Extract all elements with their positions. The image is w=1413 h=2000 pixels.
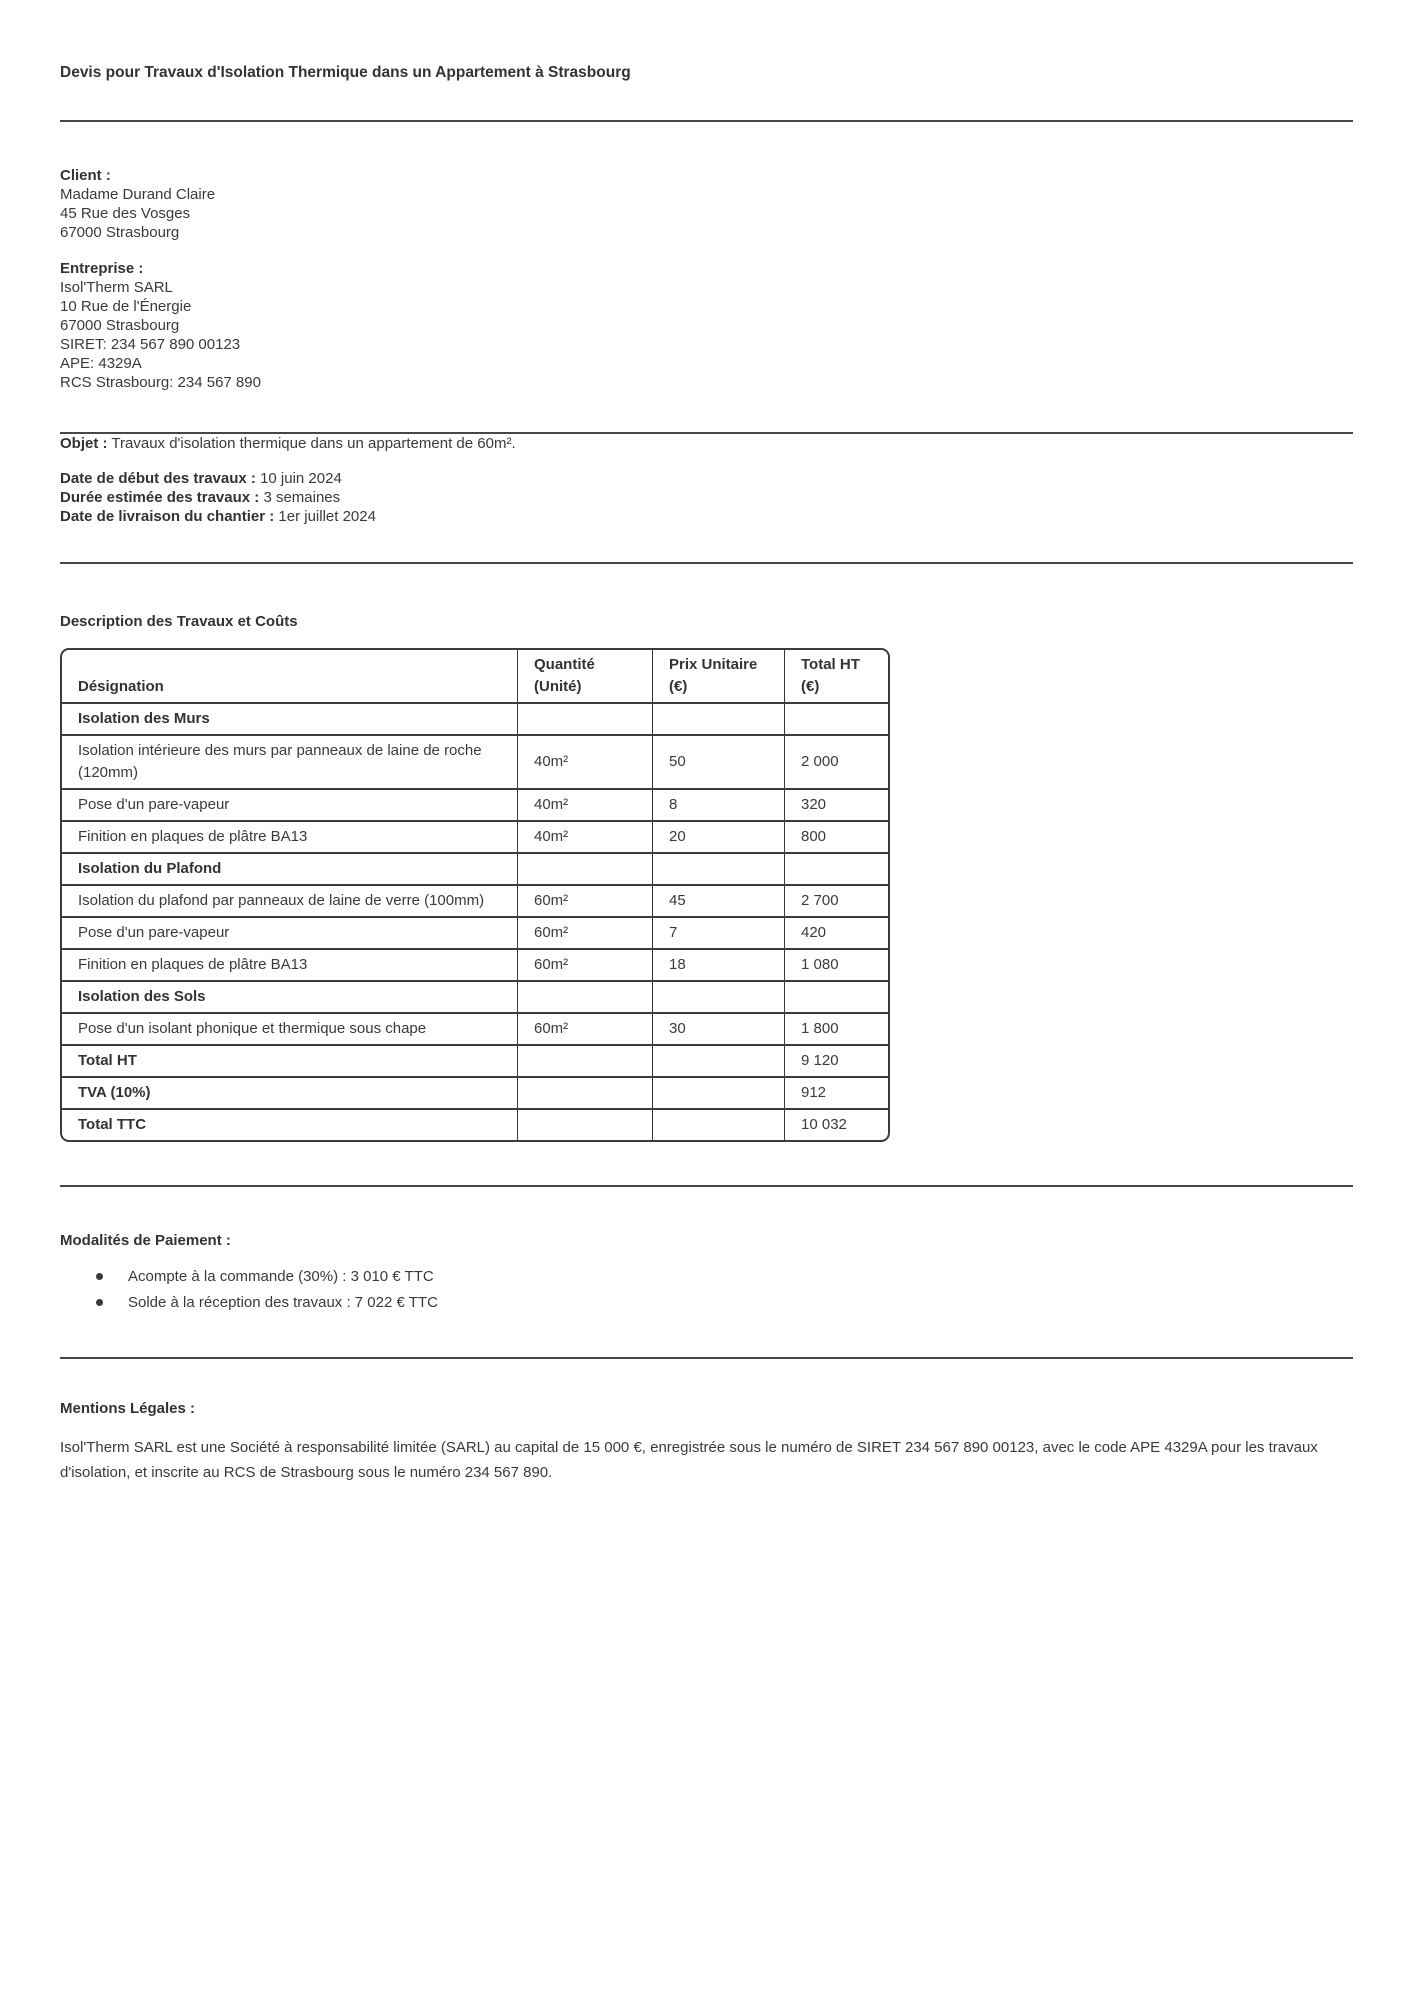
table-row bbox=[62, 948, 888, 980]
total-cell: 2 700 bbox=[784, 884, 888, 916]
unit-price-cell bbox=[652, 1044, 784, 1076]
date-start-line bbox=[60, 469, 1353, 488]
divider bbox=[60, 562, 1353, 564]
total-cell: 2 000 bbox=[784, 734, 888, 788]
designation-cell: Pose d'un pare-vapeur bbox=[62, 916, 517, 948]
table-row-section bbox=[62, 702, 888, 734]
quantity-cell: 60m² bbox=[517, 916, 652, 948]
date-delivery-label: Date de livraison du chantier : bbox=[60, 508, 275, 525]
quantity-cell: 60m² bbox=[517, 1012, 652, 1044]
table-row-total bbox=[62, 1108, 888, 1140]
unit-price-cell bbox=[652, 1108, 784, 1140]
unit-price-cell: 30 bbox=[652, 1012, 784, 1044]
total-cell: 10 032 bbox=[784, 1108, 888, 1140]
entreprise-heading: Entreprise : bbox=[60, 260, 144, 277]
designation-cell: Total TTC bbox=[62, 1108, 517, 1140]
payment-item-deposit bbox=[60, 1267, 1353, 1286]
quantity-cell bbox=[517, 1108, 652, 1140]
payment-item-text: Solde à la réception des travaux : 7 022 € TTC bbox=[128, 1294, 438, 1311]
client-section bbox=[60, 166, 1353, 242]
divider bbox=[60, 1185, 1353, 1187]
total-cell: 1 800 bbox=[784, 1012, 888, 1044]
total-cell bbox=[784, 702, 888, 734]
designation-cell: TVA (10%) bbox=[62, 1076, 517, 1108]
designation-cell: Isolation des Murs bbox=[62, 702, 517, 734]
quantity-header: Quantité (Unité) bbox=[517, 650, 652, 702]
duration-label: Durée estimée des travaux : bbox=[60, 489, 260, 506]
unit-price-cell bbox=[652, 852, 784, 884]
unit-price-cell: 7 bbox=[652, 916, 784, 948]
works-section-title: Description des Travaux et Coûts bbox=[60, 613, 298, 630]
designation-cell: Pose d'un isolant phonique et thermique sous chape bbox=[62, 1012, 517, 1044]
legal-text: Isol'Therm SARL est une Société à responsabilité limitée (SARL) au capital de 15 000 €, enregistrée sous le numéro de SIRET 234 567 890 00123, avec le code APE 4329A pour les travaux d'isolation, et inscrite au RCS de Strasbourg sous le numéro 234 567 890. bbox=[60, 1439, 1318, 1481]
works-cost-table bbox=[60, 648, 890, 1142]
unit-price-cell bbox=[652, 980, 784, 1012]
total-cell bbox=[784, 852, 888, 884]
quantity-cell bbox=[517, 980, 652, 1012]
objet-label: Objet : bbox=[60, 435, 108, 452]
date-start-value: 10 juin 2024 bbox=[260, 470, 342, 487]
entreprise-street: 10 Rue de l'Énergie bbox=[60, 298, 192, 315]
table-row bbox=[62, 820, 888, 852]
entreprise-ape: APE: 4329A bbox=[60, 355, 142, 372]
total-ht-header: Total HT (€) bbox=[784, 650, 888, 702]
total-cell bbox=[784, 980, 888, 1012]
quantity-cell bbox=[517, 702, 652, 734]
payment-item-balance bbox=[60, 1293, 1353, 1312]
objet-text: Travaux d'isolation thermique dans un appartement de 60m². bbox=[111, 435, 516, 452]
table-row bbox=[62, 884, 888, 916]
quantity-cell: 40m² bbox=[517, 734, 652, 788]
unit-price-cell: 18 bbox=[652, 948, 784, 980]
client-street: 45 Rue des Vosges bbox=[60, 205, 191, 222]
entreprise-rcs: RCS Strasbourg: 234 567 890 bbox=[60, 374, 261, 391]
total-cell: 420 bbox=[784, 916, 888, 948]
designation-cell: Isolation du plafond par panneaux de laine de verre (100mm) bbox=[62, 884, 517, 916]
quantity-cell bbox=[517, 852, 652, 884]
divider bbox=[60, 120, 1353, 122]
table-row-section bbox=[62, 852, 888, 884]
table-header-row bbox=[62, 650, 888, 702]
entreprise-siret: SIRET: 234 567 890 00123 bbox=[60, 336, 241, 353]
legal-section bbox=[60, 1399, 1353, 1485]
objet-line bbox=[60, 434, 1353, 453]
total-cell: 9 120 bbox=[784, 1044, 888, 1076]
table-row-total bbox=[62, 1076, 888, 1108]
date-start-label: Date de début des travaux : bbox=[60, 470, 256, 487]
table-row bbox=[62, 788, 888, 820]
quantity-cell: 40m² bbox=[517, 788, 652, 820]
quantity-cell: 60m² bbox=[517, 884, 652, 916]
payment-heading: Modalités de Paiement : bbox=[60, 1232, 231, 1249]
entreprise-section bbox=[60, 259, 1353, 392]
unit-price-cell: 20 bbox=[652, 820, 784, 852]
table-row-total bbox=[62, 1044, 888, 1076]
designation-cell: Isolation du Plafond bbox=[62, 852, 517, 884]
quantity-cell bbox=[517, 1076, 652, 1108]
unit-price-cell bbox=[652, 1076, 784, 1108]
table-row bbox=[62, 916, 888, 948]
quantity-cell bbox=[517, 1044, 652, 1076]
date-delivery-value: 1er juillet 2024 bbox=[278, 508, 376, 525]
designation-cell: Finition en plaques de plâtre BA13 bbox=[62, 948, 517, 980]
unit-price-header: Prix Unitaire (€) bbox=[652, 650, 784, 702]
unit-price-cell: 45 bbox=[652, 884, 784, 916]
designation-header: Désignation bbox=[78, 678, 164, 695]
quantity-cell: 40m² bbox=[517, 820, 652, 852]
unit-price-cell bbox=[652, 702, 784, 734]
total-cell: 1 080 bbox=[784, 948, 888, 980]
entreprise-city: 67000 Strasbourg bbox=[60, 317, 180, 334]
total-cell: 912 bbox=[784, 1076, 888, 1108]
designation-cell: Pose d'un pare-vapeur bbox=[62, 788, 517, 820]
payment-item-text: Acompte à la commande (30%) : 3 010 € TTC bbox=[128, 1268, 434, 1285]
unit-price-cell: 50 bbox=[652, 734, 784, 788]
designation-cell: Isolation intérieure des murs par panneaux de laine de roche (120mm) bbox=[62, 734, 517, 788]
legal-heading: Mentions Légales : bbox=[60, 1400, 196, 1417]
client-heading: Client : bbox=[60, 167, 111, 184]
duration-line bbox=[60, 488, 1353, 507]
bullet-icon bbox=[96, 1299, 103, 1306]
payment-section bbox=[60, 1231, 1353, 1312]
table-row bbox=[62, 734, 888, 788]
entreprise-name: Isol'Therm SARL bbox=[60, 279, 173, 296]
total-cell: 320 bbox=[784, 788, 888, 820]
duration-value: 3 semaines bbox=[263, 489, 341, 506]
client-city: 67000 Strasbourg bbox=[60, 224, 180, 241]
designation-cell: Isolation des Sols bbox=[62, 980, 517, 1012]
dates-section bbox=[60, 469, 1353, 526]
quantity-cell: 60m² bbox=[517, 948, 652, 980]
payment-list bbox=[60, 1267, 1353, 1312]
date-delivery-line bbox=[60, 507, 1353, 526]
table-row bbox=[62, 1012, 888, 1044]
bullet-icon bbox=[96, 1273, 103, 1280]
document-title: Devis pour Travaux d'Isolation Thermique dans un Appartement à Strasbourg bbox=[60, 64, 631, 81]
divider bbox=[60, 1357, 1353, 1359]
designation-cell: Finition en plaques de plâtre BA13 bbox=[62, 820, 517, 852]
total-cell: 800 bbox=[784, 820, 888, 852]
table-row-section bbox=[62, 980, 888, 1012]
client-name: Madame Durand Claire bbox=[60, 186, 216, 203]
unit-price-cell: 8 bbox=[652, 788, 784, 820]
designation-cell: Total HT bbox=[62, 1044, 517, 1076]
